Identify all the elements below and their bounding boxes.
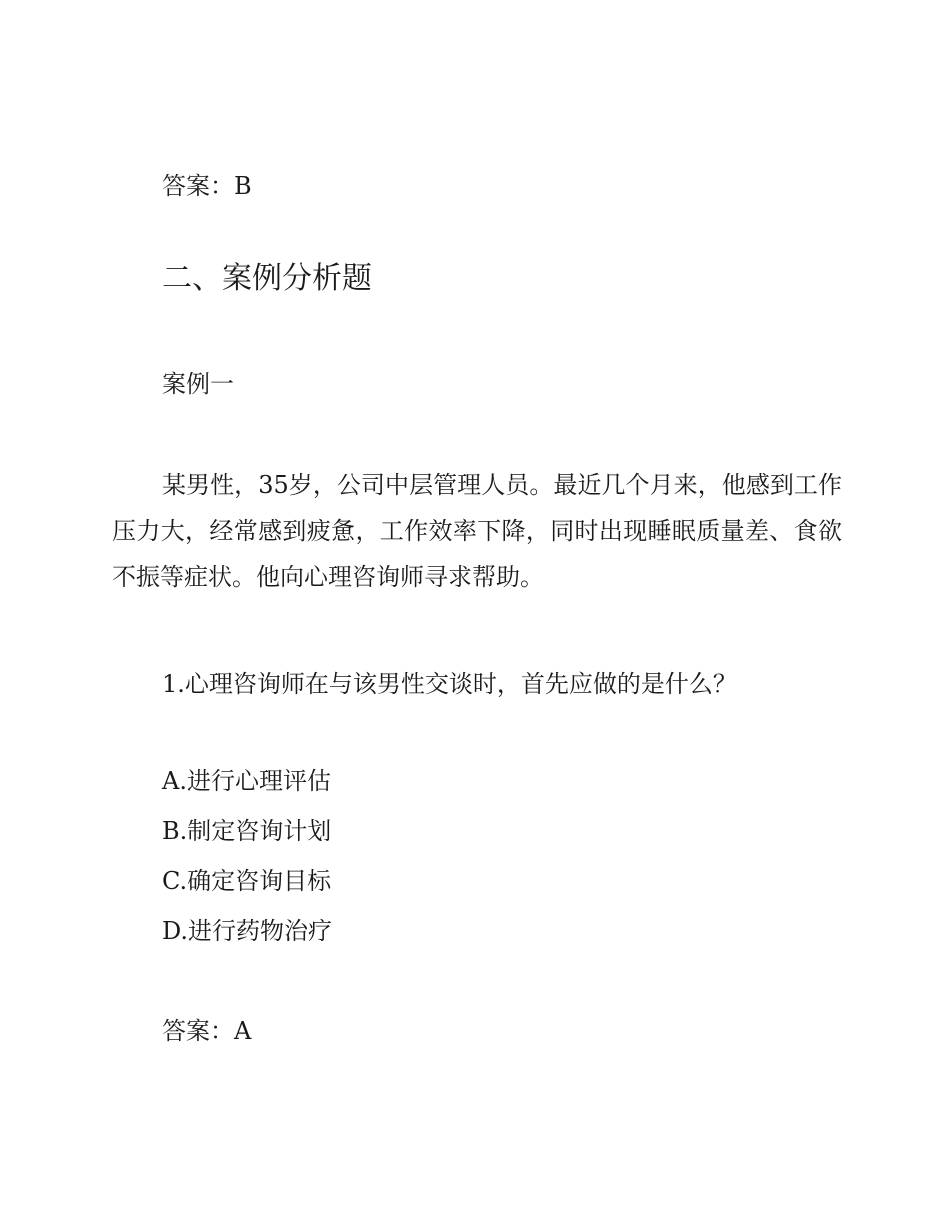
previous-answer: 答案：B (162, 172, 252, 200)
option-a: A.进行心理评估 (162, 767, 331, 795)
question-text: 1.心理咨询师在与该男性交谈时，首先应做的是什么？ (162, 670, 737, 698)
option-b: B.制定咨询计划 (162, 817, 332, 845)
section-title: 二、案例分析题 (162, 261, 372, 296)
question-answer: 答案：A (162, 1017, 252, 1045)
option-d: D.进行药物治疗 (162, 917, 333, 945)
case-title: 案例一 (162, 370, 234, 398)
option-c: C.确定咨询目标 (162, 867, 332, 895)
case-description: 某男性，35岁，公司中层管理人员。最近几个月来，他感到工作压力大，经常感到疲惫，工作效率下降，同时出现睡眠质量差、食欲不振等症状。他向心理咨询师寻求帮助。 (112, 471, 842, 591)
